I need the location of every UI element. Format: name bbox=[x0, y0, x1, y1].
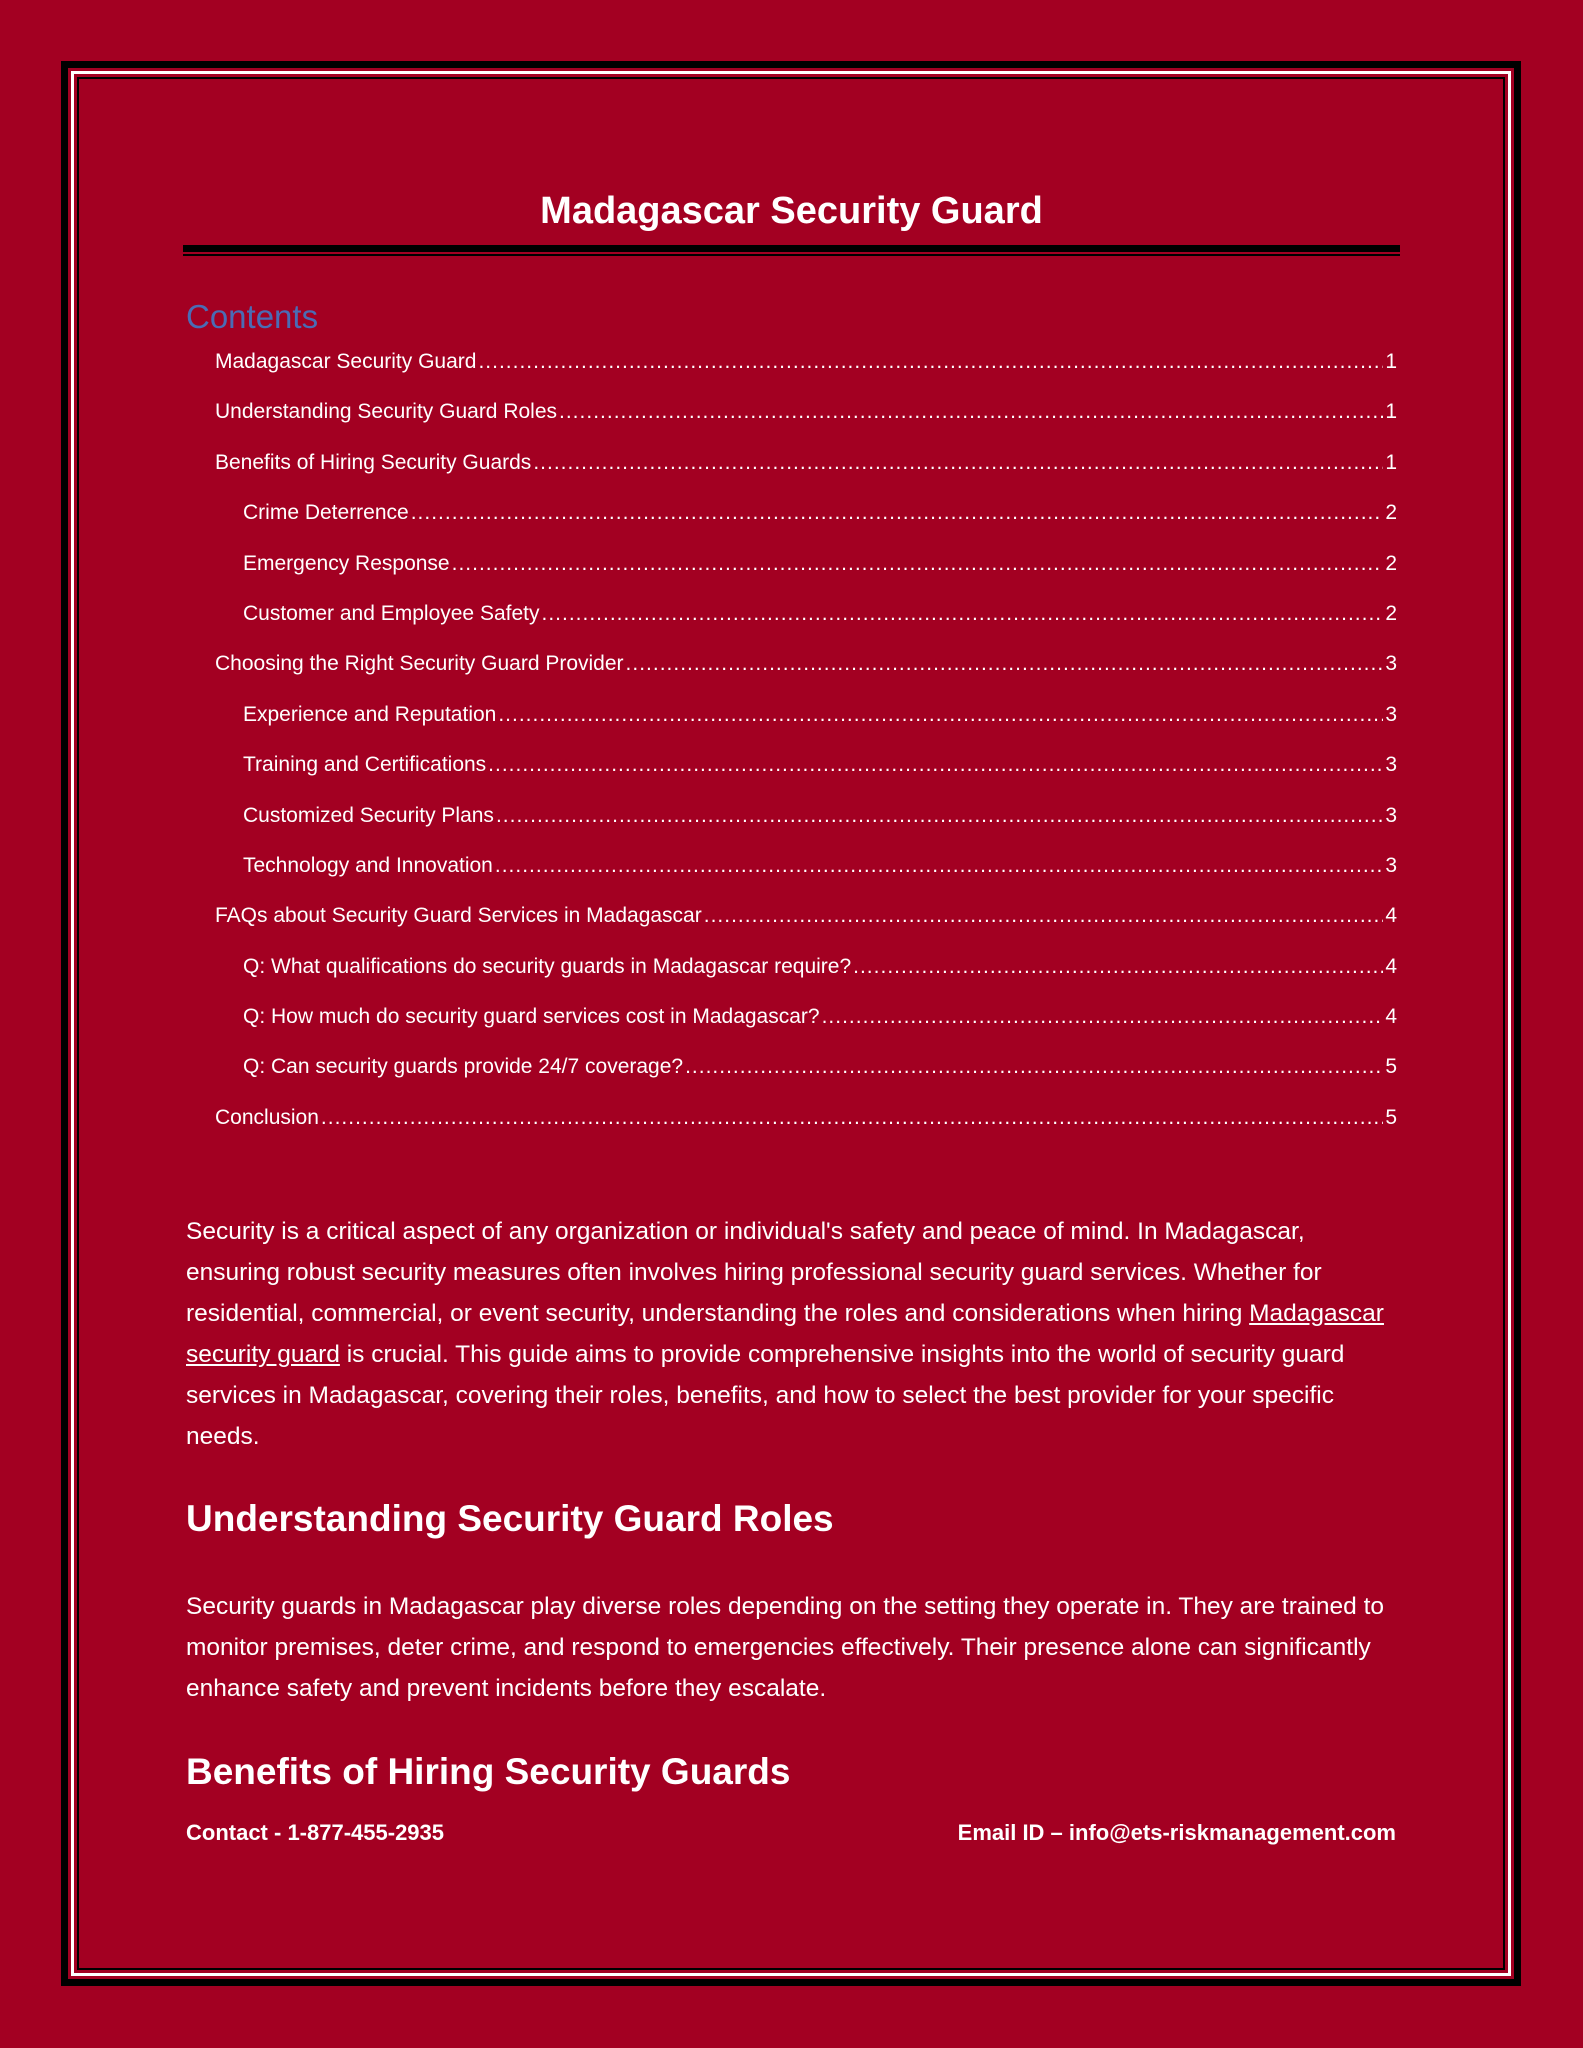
toc-entry-label: Madagascar Security Guard bbox=[215, 350, 477, 373]
title-rule-thin bbox=[183, 254, 1400, 256]
toc-leader-dots bbox=[541, 602, 1383, 626]
toc-entry-page: 3 bbox=[1385, 652, 1397, 676]
toc-leader-dots bbox=[321, 1106, 1383, 1130]
toc-entry-page: 2 bbox=[1385, 551, 1397, 575]
toc-entry-label: Emergency Response bbox=[243, 551, 450, 575]
toc-entry-page: 1 bbox=[1385, 350, 1397, 373]
toc-heading: Contents bbox=[186, 298, 319, 335]
toc-entry-page: 4 bbox=[1385, 1005, 1397, 1029]
toc-entry[interactable] bbox=[183, 753, 1397, 803]
toc-entry-page: 2 bbox=[1385, 601, 1397, 625]
toc-entry-label: Crime Deterrence bbox=[243, 501, 409, 525]
toc-leader-dots bbox=[626, 652, 1384, 676]
title-rule bbox=[183, 245, 1400, 252]
toc-entry-page: 5 bbox=[1385, 1055, 1397, 1079]
toc-leader-dots bbox=[495, 854, 1383, 878]
madagascar-security-guard-link[interactable]: Madagascar security guard bbox=[186, 1300, 1384, 1368]
toc-entry[interactable] bbox=[183, 804, 1397, 854]
toc-entry[interactable] bbox=[183, 955, 1397, 1005]
toc-entry[interactable] bbox=[183, 350, 1397, 400]
toc-entry-label: Q: Can security guards provide 24/7 coverage? bbox=[243, 1055, 684, 1079]
toc-entry-label: Customer and Employee Safety bbox=[243, 601, 540, 625]
toc-entry-label: Experience and Reputation bbox=[243, 702, 497, 726]
toc-entry-label: Technology and Innovation bbox=[243, 853, 493, 877]
toc-leader-dots bbox=[533, 451, 1383, 475]
toc-entry-page: 3 bbox=[1385, 803, 1397, 827]
toc-entry-label: Understanding Security Guard Roles bbox=[215, 400, 558, 424]
footer bbox=[186, 1820, 1396, 1846]
intro-text: Security is a critical aspect of any organization or individual's safety and peace of mind. In Madagascar, ensuring robust security measures often involves hiring professional security guard services. Whether for residential, commercial, or event security, understanding the roles and considerations when hiring bbox=[186, 1218, 1322, 1327]
toc-entry-page: 4 bbox=[1385, 904, 1397, 928]
toc-leader-dots bbox=[498, 703, 1383, 727]
document-title: Madagascar Security Guard bbox=[540, 190, 1043, 232]
table-of-contents bbox=[183, 350, 1397, 1156]
toc-entry-label: Q: How much do security guard services cost in Madagascar? bbox=[243, 1005, 820, 1029]
toc-entry[interactable] bbox=[183, 1055, 1397, 1105]
toc-entry-label: Q: What qualifications do security guards in Madagascar require? bbox=[243, 954, 852, 978]
toc-entry[interactable] bbox=[183, 1106, 1397, 1156]
toc-entry[interactable] bbox=[183, 602, 1397, 652]
toc-entry[interactable] bbox=[183, 451, 1397, 501]
section-heading-benefits: Benefits of Hiring Security Guards bbox=[186, 1751, 791, 1792]
toc-entry-page: 3 bbox=[1385, 753, 1397, 777]
intro-text-end: is crucial. This guide aims to provide comprehensive insights into the world of security guard services in Madagascar, covering their roles, benefits, and how to select the best provider for your specific needs. bbox=[186, 1341, 1345, 1450]
toc-entry-label: Training and Certifications bbox=[243, 753, 487, 777]
toc-leader-dots bbox=[853, 955, 1383, 979]
toc-leader-dots bbox=[559, 400, 1383, 424]
toc-entry-page: 1 bbox=[1385, 450, 1397, 474]
toc-entry-page: 3 bbox=[1385, 853, 1397, 877]
toc-entry[interactable] bbox=[183, 501, 1397, 551]
toc-entry-label: Choosing the Right Security Guard Provider bbox=[215, 652, 624, 676]
toc-entry-page: 4 bbox=[1385, 954, 1397, 978]
toc-entry[interactable] bbox=[183, 1005, 1397, 1055]
toc-entry-page: 1 bbox=[1385, 400, 1397, 424]
toc-entry-page: 5 bbox=[1385, 1105, 1397, 1129]
toc-entry-label: Conclusion bbox=[215, 1105, 319, 1129]
toc-entry[interactable] bbox=[183, 552, 1397, 602]
toc-leader-dots bbox=[452, 552, 1384, 576]
toc-leader-dots bbox=[478, 350, 1383, 374]
intro-paragraph bbox=[186, 1211, 1400, 1457]
contact-phone: Contact - 1-877-455-2935 bbox=[186, 1820, 445, 1845]
toc-entry-page: 2 bbox=[1385, 501, 1397, 525]
toc-entry[interactable] bbox=[183, 652, 1397, 702]
toc-entry-label: Customized Security Plans bbox=[243, 803, 494, 827]
toc-entry[interactable] bbox=[183, 400, 1397, 450]
toc-entry-page: 3 bbox=[1385, 702, 1397, 726]
toc-leader-dots bbox=[411, 501, 1384, 525]
contact-email: Email ID – info@ets-riskmanagement.com bbox=[957, 1820, 1396, 1845]
toc-entry-label: Benefits of Hiring Security Guards bbox=[215, 450, 532, 474]
toc-leader-dots bbox=[488, 753, 1383, 777]
section-heading-roles: Understanding Security Guard Roles bbox=[186, 1498, 834, 1539]
toc-leader-dots bbox=[822, 1005, 1384, 1029]
toc-entry[interactable] bbox=[183, 854, 1397, 904]
toc-leader-dots bbox=[496, 804, 1383, 828]
toc-entry[interactable] bbox=[183, 703, 1397, 753]
toc-leader-dots bbox=[685, 1055, 1383, 1079]
toc-entry-label: FAQs about Security Guard Services in Madagascar bbox=[215, 904, 702, 928]
roles-paragraph: Security guards in Madagascar play diverse roles depending on the setting they operate in. They are trained to monitor premises, deter crime, and respond to emergencies effectively. Their presence alone can significantly enhance safety and prevent incidents before they escalate. bbox=[186, 1593, 1385, 1702]
toc-leader-dots bbox=[704, 904, 1384, 928]
toc-entry[interactable] bbox=[183, 904, 1397, 954]
